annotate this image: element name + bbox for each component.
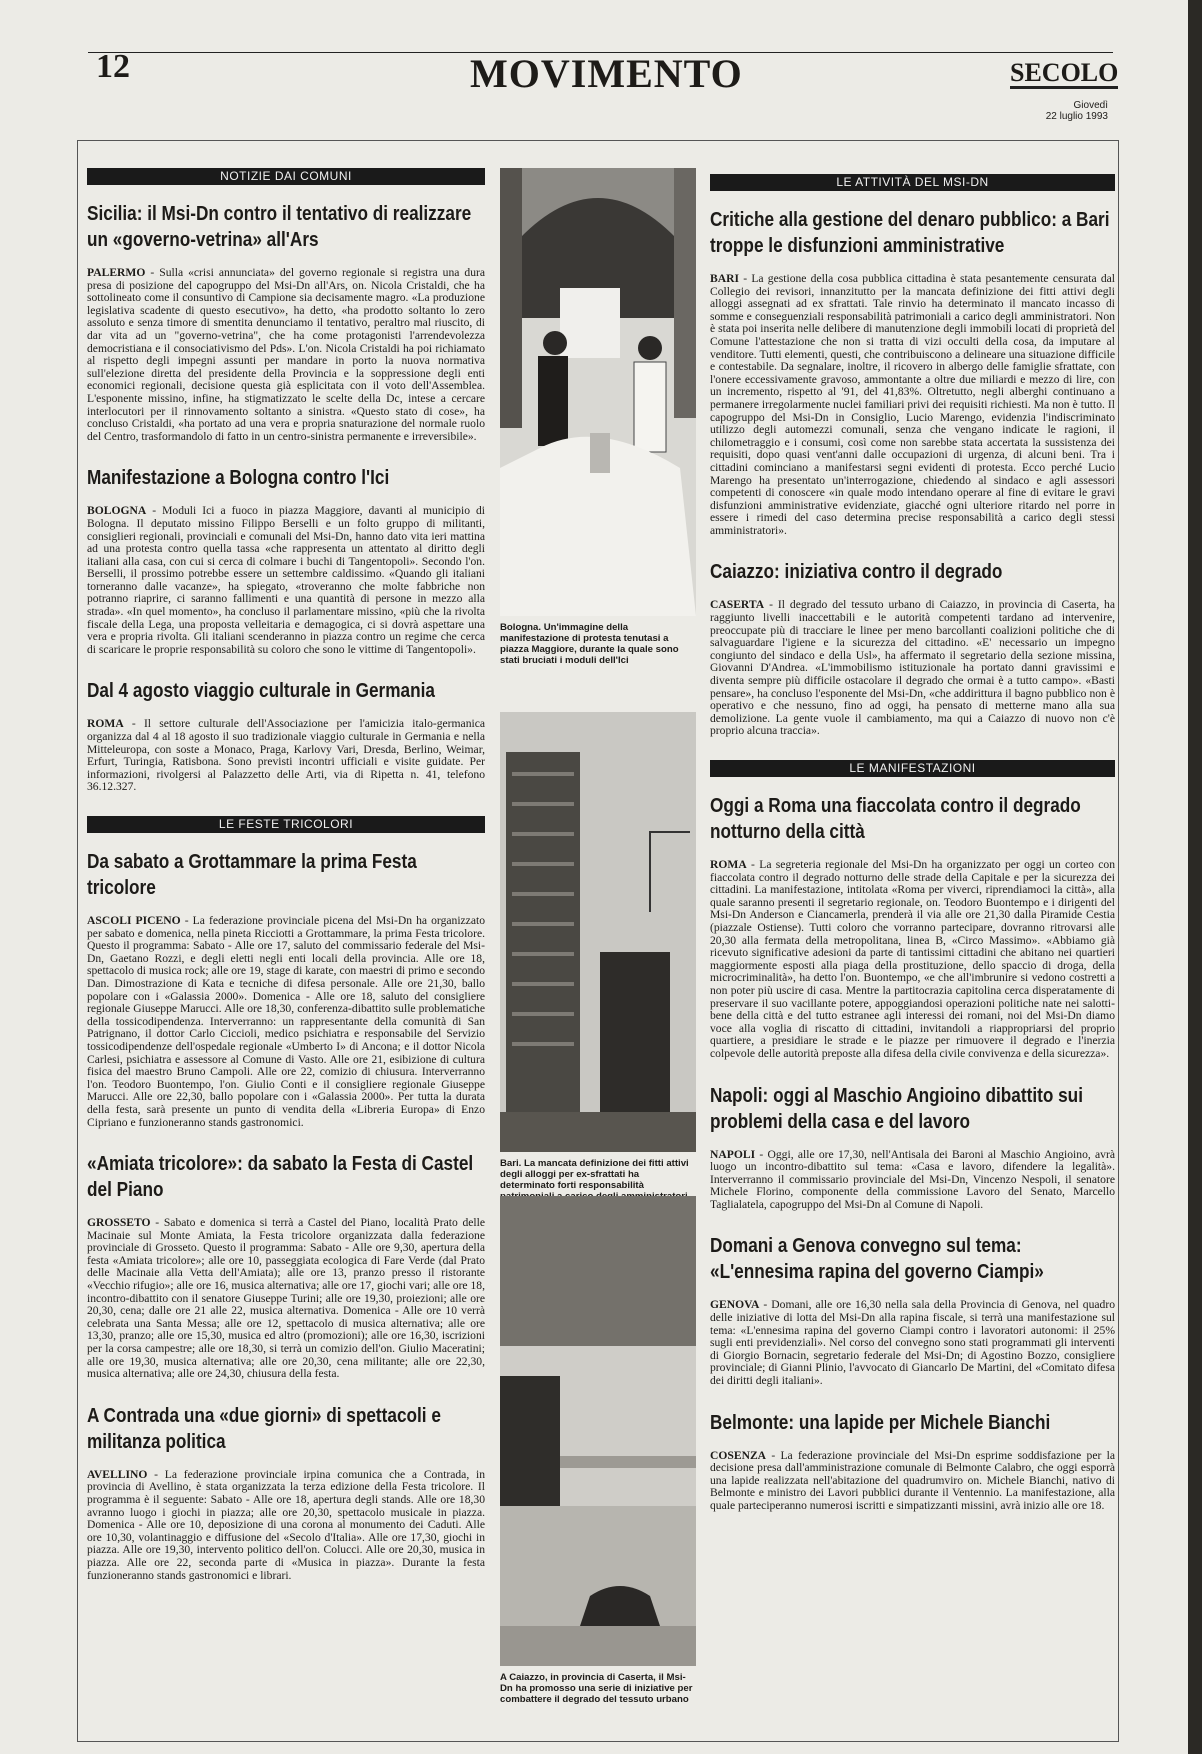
- issue-date: [1020, 100, 1108, 122]
- photo-bari: [500, 712, 696, 1152]
- rubric-notizie: NOTIZIE DAI COMUNI: [87, 168, 485, 185]
- article-grottammare: [87, 849, 485, 1129]
- article-genova: [710, 1233, 1115, 1387]
- article-text: - Domani, alle ore 16,30 nella sala della Provincia di Genova, nel quadro delle iniziative di lotta del Msi-Dn alla rapina fiscale, si terrà una manifestazione sul tema: «L'ennesima rapina del governo Ciampi contro i lavoratori autonomi: il 25% sugli enti previdenziali». Nel corso del convegno sono stati programmati gli interventi di Giorgio Bornacin, segretario federale del Msi-Dn; di Agostino Bozzo, consigliere provinciale; di Gianni Plinio, l'avvocato di Giancarlo De Martini, del «Comitato difesa dei diritti degli italiani».: [710, 1298, 1115, 1388]
- article-roma-fiaccolata: [710, 793, 1115, 1061]
- article-text: - Oggi, alle ore 17,30, nell'Antisala dei Baroni al Maschio Angioino, avrà luogo un incontro-dibattito sul tema: «Casa e lavoro, difendere la legalità». Interverranno il commissario provinciale del Msi-Dn, Vincenzo Nespoli, il senatore Michele Florino, componente della commissione Lavoro del Senato, Marcello Taglialatela, capogruppo del Msi-Dn al Comune di Napoli.: [710, 1147, 1115, 1211]
- dateline: CASERTA: [710, 598, 765, 612]
- rubric-manifestazioni: LE MANIFESTAZIONI: [710, 760, 1115, 777]
- caiazzo-decay-image: [500, 1196, 696, 1666]
- dateline: ROMA: [87, 717, 124, 731]
- article-body: [87, 718, 485, 794]
- article-napoli: [710, 1083, 1115, 1212]
- dateline: GENOVA: [710, 1298, 760, 1312]
- dateline: BOLOGNA: [87, 504, 147, 518]
- headline: Napoli: oggi al Maschio Angioino dibattito sui problemi della casa e del lavoro: [710, 1084, 1083, 1133]
- caption-bologna: Bologna. Un'immagine della manifestazione di protesta tenutasi a piazza Maggiore, durante la quale sono stati bruciati i moduli dell'Ici: [500, 622, 679, 666]
- article-text: - La gestione della cosa pubblica cittadina è stata pesantemente censurata dal Collegio dei revisori, innanzitutto per la mancata definizione dei fitti attivi degli alloggi assegnati ad ex sfrattati. Tale rinvio ha determinato il mancato incasso di somme e conseguenziali responsabilità patrimoniali a carico degli amministratori. Non è stata poi inserita nelle delibere di manutenzione degli immobili locati di proprietà del Comune l'attestazione che non si tratta di vizi occulti della cosa, da imputare al venditore. Tutti elementi, questi, che contribuiscono a delineare una situazione difficile e contestabile. Da segnalare, inoltre, il ricovero in albergo delle famiglie sfrattate, con l'onere eccessivamente gravoso, ammontante a oltre due miliardi e mezzo di lire, con un incremento, rispetto al '91, del 41,83%. Oltretutto, negli alberghi continuano a permanere irregolarmente nuclei familiari privi dei requisiti richiesti. Ma non è tutto. Il capogruppo del Msi-Dn in Consiglio, Lucio Marengo, evidenzia l'indiscriminato utilizzo degli automezzi comunali, senza che vengano indicate le ragioni, il chilometraggio e i consumi, così come non sarebbe stata accertata la sussistenza dei requisiti, dopo quasi vent'anni dalle occupazioni di urgenza, di alcuni beni. Tra i cittadini cominciano a manifestarsi segni evidenti di protesta. Ecco perché Lucio Marengo ha presentato un'interrogazione, chiedendo al sindaco e agli assessori competenti di conoscere «in quale modo intendano operare al fine di evitare le gravi disfunzioni amministrative evidenziate, giacché ogni ulteriore ritardo nel porre in essere i rimedi del caso determina precise responsabilità a carico degli stessi amministratori».: [710, 272, 1115, 537]
- right-column: [710, 174, 1115, 1738]
- article-text: - La segreteria regionale del Msi-Dn ha organizzato per oggi un corteo con fiaccolata contro il degrado notturno delle strade della Capitale e per la sicurezza dei cittadini. La manifestazione, intitolata «Roma per viverci, riprendiamoci la città», alla quale saranno presenti il segretario regionale, on. Teodoro Buontempo e i dirigenti del Msi-Dn Anderson e Ciancamerla, prenderà il via alle ore 21,30 dalla Piramide Cestia (piazzale Ostiense). Tutti coloro che vorranno partecipare, dovranno ritrovarsi alle 20,30 alla fermata della metropolitana, linea B, «Circo Massimo». «Abbiamo già ricevuto significative adesioni da parte di tantissimi cittadini che abitano nei quartieri maggiormente esposti alla piaga della prostituzione, dello spaccio di droga, della microcriminalità», ha detto l'on. Buontempo, «e che all'imbrunire si vedono costretti a non poter più uscire di casa. Mentre la partitocrazia capitolina cerca disperatamente di preservare il suo vacillante potere, appoggiandosi operazioni politiche nate nei salotti-bene della città e del tutto estranee agli interessi dei romani, noi del Msi-Dn diamo voce alla voglia di riscatto di cittadini, invitandoli a riappropriarsi del proprio quartiere, a presidiare le strade e le piazze per rimuovere il degrado e l'inerzia colpevole delle autorità preposte alla difesa della civile convivenza e della sicurezza».: [710, 858, 1115, 1060]
- headline: Caiazzo: iniziativa contro il degrado: [710, 561, 1003, 584]
- caption-bari: Bari. La mancata definizione dei fitti attivi degli alloggi per ex-sfrattati ha determinato forti responsabilità: [500, 1158, 689, 1191]
- dateline: NAPOLI: [710, 1147, 756, 1161]
- headline: A Contrada una «due giorni» di spettacoli e militanza politica: [87, 1404, 441, 1453]
- photo-caiazzo: [500, 1196, 696, 1666]
- headline: «Amiata tricolore»: da sabato la Festa di Castel del Piano: [87, 1153, 474, 1202]
- article-text: - Il degrado del tessuto urbano di Caiazzo, in provincia di Caserta, ha raggiunto livelli inaccettabili e le autorità competenti tardano ad intervenire, preoccupate più di tracciare le linee per meno barcollanti coalizioni politiche che di salvaguardare l'igiene e la sicurezza del cittadino. «E' necessario un impegno congiunto del sindaco e della Usl», ha affermato il segretario della sezione missina, Giovanni D'Andrea. «L'immobilismo istituzionale ha portato danni gravissimi e diventa sempre più difficile ostacolare il degrado che ormai è a tutto campo». «Basti pensare», ha concluso l'esponente del Msi-Dn, «che addirittura il bagno pubblico non è operativo e che nessuno, fino ad oggi, ha pensato di metterne mano alla sua demolizione. La gente vuole il cambiamento, ma qui a Caiazzo di nuovo non c'è proprio alcuna traccia».: [710, 598, 1115, 738]
- masthead-logo: SECOLO: [1010, 58, 1119, 87]
- bologna-protest-image: [500, 168, 696, 616]
- rubric-attivita: LE ATTIVITÀ DEL MSI-DN: [710, 174, 1115, 191]
- article-belmonte: [710, 1410, 1115, 1513]
- article-bologna: [87, 465, 485, 656]
- article-body: [710, 1450, 1115, 1513]
- article-text: - La federazione provinciale picena del Msi-Dn ha organizzato per sabato e domenica, nella pineta Ricciotti a Grottammare, la prima Festa tricolore. Questo il programma: Sabato - Alle ore 17, saluto del commissario federale del Msi-Dn, Gaetano Rozzi, e degli eletti negli enti locali della provincia. Alle ore 18, spettacolo di musica rock; alle ore 19, stage di karate, con maestri di primo e secondo Dan. Dimostrazione di Kata e tecniche di difesa personale. Alle ore 21,30, ballo popolare con i «Galassia 2000». Domenica - Alle ore 18, saluto del consigliere regionale Giuseppe Marucci. Alle ore 18,30, conferenza-dibattito sulle problematiche della tossicodipendenza. Interverranno: un rappresentante della comunità di San Patrignano, il dottor Carlo Ciccioli, medico psichiatra e responsabile del Servizio tossicodipendenze dell'ospedale regionale «Umberto I» di Ancona; e il dottor Nicola Carlesi, psichiatra e assessore al Comune di Vasto. Alle ore 21, esibizione di cultura fisica del maestro Bruno Campoli. Alle ore 22, comizio di chiusura. Interverranno l'on. Teodoro Buontempo, l'on. Giulio Conti e il consigliere regionale Giuseppe Marucci. Alle ore 22,30, ballo popolare con i «Galassia 2000». Per tutta la durata della festa, sarà presente un punto di vendita della «Libreria Europa» di Enzo Cipriano e funzioneranno stands gastronomici.: [87, 914, 485, 1129]
- headline: Da sabato a Grottammare la prima Festa tricolore: [87, 851, 417, 899]
- article-amiata: [87, 1151, 485, 1381]
- page-number: 12: [96, 48, 130, 85]
- issue-day: Giovedì: [1073, 100, 1108, 111]
- article-body: [87, 505, 485, 656]
- section-title: MOVIMENTO: [470, 51, 743, 96]
- article-body: [87, 915, 485, 1129]
- article-text: - La federazione provinciale irpina comunica che a Contrada, in provincia di Avellino, è stata organizzata la terza edizione della Festa tricolore. Il programma è il seguente: Sabato - Alle ore 18, apertura degli stands. Alle ore 18,30 avranno luogo i giochi in piazza; alle ore 20,30, spettacolo musicale in piazza. Domenica - Alle ore 10, deposizione di una corona al monumento dei Caduti. Alle ore 10,30, volantinaggio e diffusione del «Secolo d'Italia». Alle ore 17,30, giochi in piazza. Alle ore 19,30, intervento politico dell'on. Colucci. Alle ore 20,30, musica in piazza. Alle ore 22, seconda parte di «Musica in piazza». Durante la festa funzioneranno stands gastronomici e librari.: [87, 1467, 485, 1582]
- article-text: - Sabato e domenica si terrà a Castel del Piano, località Prato delle Macinaie sul Monte Amiata, la Festa tricolore organizzata dalla federazione provinciale di Grosseto. Questo il programma: Sabato - Alle ore 9,30, apertura della festa «Amiata tricolore»; alle ore 10, passeggiata ecologica di Fare Verde (dal Prato delle Macinaie alla Vetta dell'Amiata); alle ore 13, pranzo presso il ristorante «Vecchio rifugio»; alle ore 16, musica alternativa; alle ore 17, giochi vari; alle ore 18, incontro-dibattito con il senatore Giuseppe Turini; alle ore 19,30, proiezioni; alle ore 20,30, cena; dalle ore 21 alle 22, musica alternativa. Domenica - Alle ore 10 verrà celebrata una Santa Messa; alle ore 12, spettacolo di musica alternativa; alle ore 13,30, pranzo; alle ore 15,30, musica ed altro (promozioni); alle ore 16,30, iscrizioni per la corsa campestre; alle ore 18,30, si terrà un comizio dell'on. Giulio Maceratini; alle ore 19,30, musica alternativa; alle ore 20,30, cena militante; alle ore 22,30, musica alternativa; alle ore 24,30, chiusura della festa.: [87, 1216, 485, 1381]
- bari-buildings-image: [500, 712, 696, 1152]
- article-body: [87, 1217, 485, 1381]
- left-column: [87, 168, 485, 1738]
- dateline: AVELLINO: [87, 1467, 148, 1481]
- article-text: - Moduli Ici a fuoco in piazza Maggiore, davanti al municipio di Bologna. Il deputato missino Filippo Berselli e un folto gruppo di militanti, consiglieri regionali, provinciali e comunali del Msi-Dn, hanno dato vita ieri mattina ad una protesta contro quella tassa «che rappresenta un attentato al diritto degli italiani alla casa, con cui si cerca di colmare i buchi di Tangentopoli». Secondo l'on. Berselli, il prossimo potrebbe essere un settembre caldissimo. «Quando gli italiani torneranno dalle vacanze», ha spiegato, «troveranno che molte fabbriche non potranno riaprire, ci saranno fallimenti e una quantità di persone in mezzo alla strada». «In quel momento», ha concluso il parlamentare missino, «più che la rivolta fiscale della Lega, una proposta velleitaria e demagogica, ci si dovrà aspettare una vera e propria rivolta. Gli italiani scenderanno in piazza contro un regime che cerca di scaricare le proprie responsabilità su coloro che sono le vittime di Tangentopoli».: [87, 504, 485, 656]
- article-germania: [87, 678, 485, 794]
- caption-caiazzo: A Caiazzo, in provincia di Caserta, il Msi-Dn ha promosso una serie di iniziative per combattere il degrado del tessuto urbano: [500, 1672, 693, 1705]
- dateline: BARI: [710, 272, 739, 285]
- headline: Manifestazione a Bologna contro l'Ici: [87, 467, 390, 490]
- photo-bologna: [500, 168, 696, 616]
- headline: Dal 4 agosto viaggio culturale in Germania: [87, 680, 435, 703]
- headline: Belmonte: una lapide per Michele Bianchi: [710, 1411, 1051, 1434]
- article-text: - La federazione provinciale del Msi-Dn esprime soddisfazione per la decisione presa dall'amministrazione comunale di Belmonte Calabro, che oggi esporrà una lapide realizzata nell'abitazione del quadrumviro on. Michele Bianchi, nativo di Belmonte e ministro dei Lavori pubblici durante il Ventennio. La manifestazione, alla quale parteciperanno numerosi iscritti e simpatizzanti missini, avrà inizio alle ore 18.: [710, 1448, 1115, 1512]
- article-body: [710, 599, 1115, 738]
- dateline: COSENZA: [710, 1448, 767, 1462]
- article-bari: [710, 207, 1115, 537]
- article-text: - Il settore culturale dell'Associazione per l'amicizia italo-germanica organizza dal 4 al 18 agosto il suo tradizionale viaggio culturale in Germania e nella Mitteleuropa, con soste a Monaco, Praga, Karlovy Vari, Dresda, Berlino, Weimar, Erfurt, Turingia, Ratisbona. Sono previsti incontri ufficiali e visite guidate. Per informazioni, rivolgersi al Palazzetto delle Arti, via di Ripetta n. 41, telefono 36.12.327.: [87, 717, 485, 794]
- headline: Critiche alla gestione del denaro pubblico: a Bari troppe le disfunzioni amministrative: [710, 209, 1110, 257]
- rubric-feste: LE FESTE TRICOLORI: [87, 816, 485, 833]
- article-caiazzo: [710, 559, 1115, 738]
- page-edge: [1188, 0, 1202, 1754]
- article-contrada: [87, 1403, 485, 1582]
- header-rule: [88, 52, 1113, 53]
- article-body: [710, 273, 1115, 537]
- headline: Domani a Genova convegno sul tema: «L'ennesima rapina del governo Ciampi»: [710, 1235, 1044, 1284]
- dateline: ROMA: [710, 858, 747, 871]
- dateline: PALERMO: [87, 266, 146, 279]
- dateline: GROSSETO: [87, 1216, 151, 1230]
- article-body: [87, 1469, 485, 1582]
- article-text: - Sulla «crisi annunciata» del governo regionale si registra una dura presa di posizione del capogruppo del Msi-Dn all'Ars, on. Nicola Cristaldi, che ha sottolineato come il consuntivo di Campione sia decisamente magro. «La produzione legislativa scadente di questo esecutivo», ha detto, «ha prodotto soltanto lo zero assoluto e senza timore di smentita denunciamo il tentativo, peraltro mal riuscito, di dar vita ad un "governo-vetrina", che ha come protagonisti l'arrendevolezza democristiana e il consociativismo del Pds». L'on. Nicola Cristaldi ha poi richiamato al rispetto degli impegni assunti per mandare in porto la nuova normativa sull'elezione diretta del presidente della Provincia e la soppressione degli enti economici regionali, decisione questa già esplicitata con il voto dell'Assemblea. L'esponente missino, infine, ha stigmatizzato le scelte della Dc, intese a cercare interlocutori per il rinnovamento soltanto a sinistra. «Questo stato di cose», ha concluso Cristaldi, «ha portato ad una vera e propria snaturazione del normale ruolo del Centro, trasformandolo di fatto in un centro-sinistra permanente e irreversibile».: [87, 266, 485, 443]
- article-body: [710, 859, 1115, 1061]
- issue-date-text: 22 luglio 1993: [1045, 111, 1108, 122]
- article-sicilia: [87, 201, 485, 443]
- headline: Oggi a Roma una fiaccolata contro il degrado notturno della città: [710, 795, 1081, 843]
- article-body: [710, 1299, 1115, 1387]
- article-body: [87, 267, 485, 443]
- dateline: ASCOLI PICENO: [87, 914, 181, 927]
- article-body: [710, 1149, 1115, 1212]
- headline: Sicilia: il Msi-Dn contro il tentativo di realizzare un «governo-vetrina» all'Ars: [87, 203, 472, 251]
